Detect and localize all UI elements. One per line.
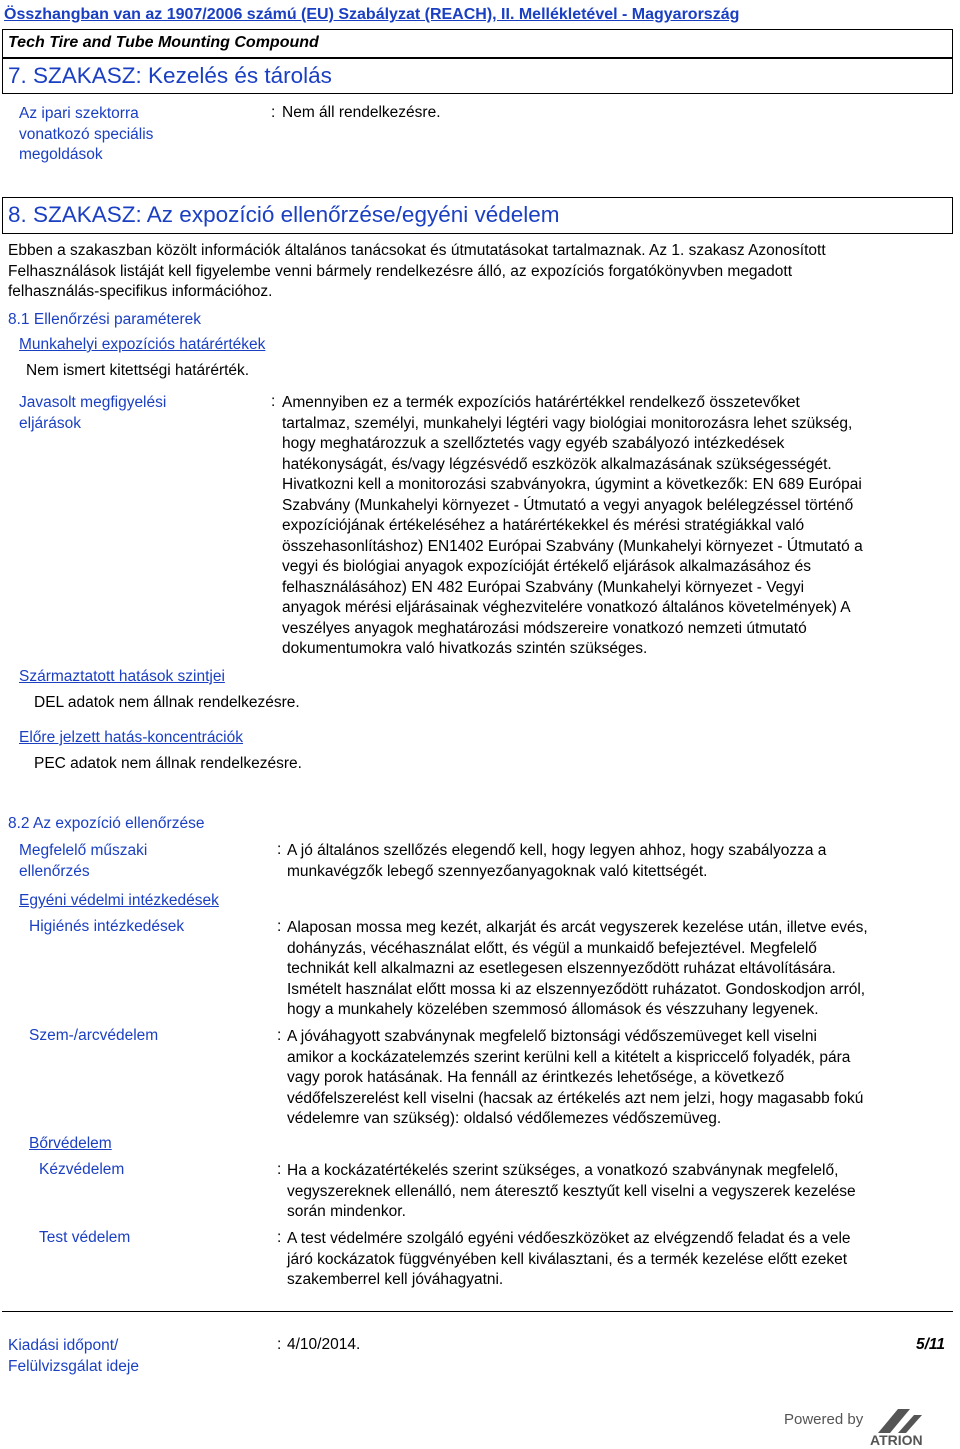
engineering-controls-text: A jó általános szellőzés elegendő kell, hogy legyen ahhoz, hogy szabályozza a munkavégzők lebegő szennyezőanyagoknak való kitettségét. [287, 842, 827, 880]
hygiene-label: Higiénés intézkedések [29, 918, 185, 935]
monitoring-text: Amennyiben ez a termék expozíciós határértékkel rendelkező összetevőket tartalmaz, személyi, munkahelyi légtéri vagy biológiai monitorozásra lehet szükség, hogy meghatározzuk a szellőztetés vagy egyéb szabályozó intézkedések hatékonyságát, és/vagy légzésvédő eszközök alkalmazásának szükségességét. Hivatkozni kell a monitorozási szabványokra, úgymint a következők: EN 689 Európai Szabvány (Munkahelyi környezet - Útmutató a vegyi anyagok belélegzéssel történő expozíciójának értékeléséhez a határértékekkel és mérési stratégiákkal való összehasonlításhoz) EN1402 Európai Szabvány (Munkahelyi környezet - Útmutató a vegyi és biológiai anyagok expozícióját értékelő eljárások alkalmazásához és felhasználásához) EN 482 Európai Szabvány (Munkahelyi környezet - Vegyi anyagok mérési eljárásainak véghezvitelére vonatkozó általános követelmények) A veszélyes anyagok meghatározási módszereire vonatkozó nemzeti útmutató dokumentumokra való hivatkozás szintén szükséges. [282, 394, 863, 657]
colon: : [277, 1161, 282, 1178]
dnel-heading: Származtatott hatások szintjei [19, 668, 225, 685]
product-name: Tech Tire and Tube Mounting Compound [8, 34, 319, 51]
colon: : [277, 1027, 282, 1044]
colon: : [277, 841, 282, 858]
pnec-heading: Előre jelzett hatás-koncentrációk [19, 729, 244, 746]
skin-protection-heading: Bőrvédelem [29, 1135, 112, 1152]
colon: : [277, 918, 282, 935]
footer-divider [2, 1311, 953, 1312]
control-parameters-heading: 8.1 Ellenőrzési paraméterek [8, 311, 201, 328]
pnec-text: PEC adatok nem állnak rendelkezésre. [34, 755, 302, 772]
eye-protection-text: A jóváhagyott szabványnak megfelelő biztonsági védőszemüveget kell viselni amikor a kockázatelemzés szerint kerülni kell a kitételt a kispriccelő folyadék, pára vagy porok hatásának. Ha fennáll az érintkezés lehetősége, a következő védőfelszerelést kell viselni (hacsak az értékelés azt nem jelzi, hogy magasabb fokú védelemre van szükség): oldalsó védőlemezes védőszemüveg. [287, 1028, 864, 1127]
eye-protection-label: Szem-/arcvédelem [29, 1027, 159, 1044]
ppe-heading: Egyéni védelmi intézkedések [19, 892, 219, 909]
engineering-controls-label: Megfelelő műszaki ellenőrzés [19, 842, 148, 880]
section7-heading: 7. SZAKASZ: Kezelés és tárolás [8, 63, 332, 88]
body-protection-text: A test védelmére szolgáló egyéni védőeszközöket az elvégzendő feladat és a vele járó kockázatok függvényében kell kiválasztani, és a termék kezelése előtt ezeket szakemberrel kell jóváhagyatni. [287, 1230, 851, 1288]
industry-label: Az ipari szektorra vonatkozó speciális megoldások [19, 105, 154, 163]
no-limits-text: Nem ismert kitettségi határérték. [26, 362, 250, 379]
colon: : [277, 1336, 282, 1353]
workplace-limits-heading: Munkahelyi expozíciós határértékek [19, 336, 266, 353]
exposure-controls-heading: 8.2 Az expozíció ellenőrzése [8, 815, 205, 832]
page-number: 5/11 [916, 1336, 946, 1353]
colon: : [271, 104, 276, 121]
product-name-box [2, 29, 953, 58]
issue-date-value: 4/10/2014. [287, 1336, 361, 1353]
section8-heading: 8. SZAKASZ: Az expozíció ellenőrzése/egyéni védelem [8, 202, 560, 227]
hand-protection-label: Kézvédelem [39, 1161, 125, 1178]
hygiene-text: Alaposan mossa meg kezét, alkarját és arcát vegyszerek kezelése után, illetve evés, dohányzás, vécéhasználat előtt, és végül a munkaidő befejeztével. Megfelelő technikát kell alkalmazni az esetlegesen elszennyeződött ruházat eltávolítására. Ismételt használat előtt mossa ki az elszennyeződött ruházatot. Gondoskodjon arról, hogy a munkahely közelében szemmosó állomások és vészzuhany legyenek. [287, 919, 868, 1018]
issue-date-label: Kiadási időpont/ Felülvizsgálat ideje [8, 1337, 139, 1375]
atrion-wordmark: ATRION [870, 1432, 923, 1447]
colon: : [277, 1229, 282, 1246]
dnel-text: DEL adatok nem állnak rendelkezésre. [34, 694, 300, 711]
section8-intro: Ebben a szakaszban közölt információk általános tanácsokat és útmutatásokat tartalmaznak. Az 1. szakasz Azonosított Felhasználások listáját kell figyelembe venni bármely rendelkezésre álló, az expozíciós forgatókönyvben megadott felhasználás-specifikus információhoz. [8, 242, 826, 300]
atrion-mark-icon [870, 1405, 954, 1447]
monitoring-label: Javasolt megfigyelési eljárások [19, 394, 167, 432]
powered-by-text: Powered by [784, 1411, 864, 1428]
regulation-title: Összhangban van az 1907/2006 számú (EU) Szabályzat (REACH), II. Mellékletével - Magyarország [4, 6, 740, 23]
body-protection-label: Test védelem [39, 1229, 131, 1246]
atrion-logo [746, 1403, 956, 1447]
industry-value: Nem áll rendelkezésre. [282, 104, 441, 121]
colon: : [271, 393, 276, 410]
hand-protection-text: Ha a kockázatértékelés szerint szükséges, a vonatkozó szabványnak megfelelő, vegyszereknek ellenálló, nem áteresztő kesztyűt kell viselni a vegyszerek kezelése során mindenkor. [287, 1162, 856, 1220]
